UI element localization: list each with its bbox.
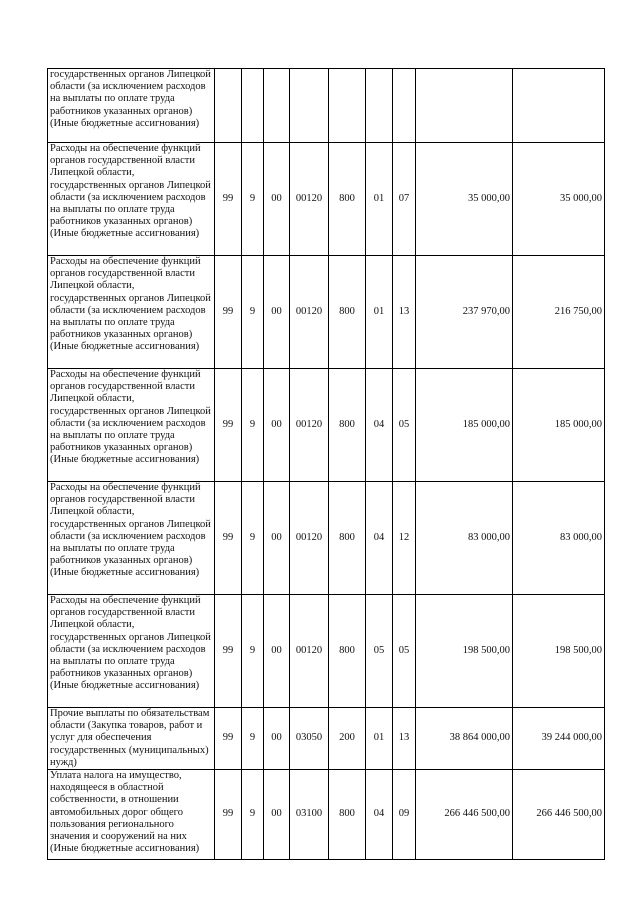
- program-code: 99: [215, 256, 242, 369]
- section-code: 01: [366, 256, 393, 369]
- expense-type-code: 800: [329, 770, 366, 860]
- section-code: 04: [366, 482, 393, 595]
- section-code: 04: [366, 770, 393, 860]
- amount-year-2: 266 446 500,00: [513, 770, 605, 860]
- direction-code: 00120: [290, 595, 329, 708]
- section-code: 01: [366, 143, 393, 256]
- subsection-code: [393, 69, 416, 143]
- amount-year-2: 39 244 000,00: [513, 708, 605, 770]
- direction-code: 00120: [290, 369, 329, 482]
- subsection-code: 13: [393, 256, 416, 369]
- subsection-code: 09: [393, 770, 416, 860]
- subsection-code: 07: [393, 143, 416, 256]
- main-event-code: 00: [264, 708, 290, 770]
- expense-type-code: 800: [329, 369, 366, 482]
- expense-type-code: 800: [329, 482, 366, 595]
- row-description: Расходы на обеспечение функций органов государственной власти Липецкой области, государственных органов Липецкой области (за исключением расходов на выплаты по оплате труда работников указанных органов) (Иные бюджетные ассигнования): [48, 482, 215, 595]
- direction-code: [290, 69, 329, 143]
- expense-type-code: [329, 69, 366, 143]
- direction-code: 03100: [290, 770, 329, 860]
- program-code: 99: [215, 770, 242, 860]
- row-description: государственных органов Липецкой области (за исключением расходов на выплаты по оплате труда работников указанных органов) (Иные бюджетные ассигнования): [48, 69, 215, 143]
- section-code: 05: [366, 595, 393, 708]
- amount-year-1: 35 000,00: [416, 143, 513, 256]
- main-event-code: 00: [264, 770, 290, 860]
- table-row: [48, 595, 605, 708]
- amount-year-1: [416, 69, 513, 143]
- expense-type-code: 800: [329, 256, 366, 369]
- subsection-code: 13: [393, 708, 416, 770]
- section-code: 01: [366, 708, 393, 770]
- subprogram-code: [242, 69, 264, 143]
- table-row: [48, 256, 605, 369]
- subprogram-code: 9: [242, 708, 264, 770]
- main-event-code: [264, 69, 290, 143]
- amount-year-1: 38 864 000,00: [416, 708, 513, 770]
- program-code: 99: [215, 369, 242, 482]
- amount-year-2: [513, 69, 605, 143]
- amount-year-1: 237 970,00: [416, 256, 513, 369]
- subsection-code: 05: [393, 369, 416, 482]
- subprogram-code: 9: [242, 482, 264, 595]
- main-event-code: 00: [264, 143, 290, 256]
- table-row: [48, 708, 605, 770]
- amount-year-1: 185 000,00: [416, 369, 513, 482]
- expense-type-code: 800: [329, 143, 366, 256]
- main-event-code: 00: [264, 595, 290, 708]
- amount-year-1: 83 000,00: [416, 482, 513, 595]
- subsection-code: 12: [393, 482, 416, 595]
- subprogram-code: 9: [242, 369, 264, 482]
- program-code: 99: [215, 708, 242, 770]
- table-row: [48, 482, 605, 595]
- subsection-code: 05: [393, 595, 416, 708]
- program-code: 99: [215, 595, 242, 708]
- subprogram-code: 9: [242, 143, 264, 256]
- subprogram-code: 9: [242, 595, 264, 708]
- amount-year-2: 83 000,00: [513, 482, 605, 595]
- table-row: [48, 143, 605, 256]
- amount-year-2: 35 000,00: [513, 143, 605, 256]
- program-code: 99: [215, 143, 242, 256]
- main-event-code: 00: [264, 482, 290, 595]
- row-description: Прочие выплаты по обязательствам области (Закупка товаров, работ и услуг для обеспечения государственных (муниципальных) нужд): [48, 708, 215, 770]
- table-row: [48, 369, 605, 482]
- table-row: [48, 770, 605, 860]
- main-event-code: 00: [264, 256, 290, 369]
- amount-year-2: 216 750,00: [513, 256, 605, 369]
- subprogram-code: 9: [242, 770, 264, 860]
- budget-table: [47, 68, 605, 860]
- direction-code: 03050: [290, 708, 329, 770]
- row-description: Расходы на обеспечение функций органов государственной власти Липецкой области, государственных органов Липецкой области (за исключением расходов на выплаты по оплате труда работников указанных органов) (Иные бюджетные ассигнования): [48, 595, 215, 708]
- amount-year-2: 185 000,00: [513, 369, 605, 482]
- program-code: [215, 69, 242, 143]
- amount-year-1: 198 500,00: [416, 595, 513, 708]
- amount-year-1: 266 446 500,00: [416, 770, 513, 860]
- row-description: Расходы на обеспечение функций органов государственной власти Липецкой области, государственных органов Липецкой области (за исключением расходов на выплаты по оплате труда работников указанных органов) (Иные бюджетные ассигнования): [48, 256, 215, 369]
- expense-type-code: 200: [329, 708, 366, 770]
- main-event-code: 00: [264, 369, 290, 482]
- subprogram-code: 9: [242, 256, 264, 369]
- direction-code: 00120: [290, 482, 329, 595]
- expense-type-code: 800: [329, 595, 366, 708]
- row-description: Уплата налога на имущество, находящееся в областной собственности, в отношении автомобильных дорог общего пользования регионального значения и сооружений на них (Иные бюджетные ассигнования): [48, 770, 215, 860]
- program-code: 99: [215, 482, 242, 595]
- amount-year-2: 198 500,00: [513, 595, 605, 708]
- table-body: [48, 69, 605, 860]
- direction-code: 00120: [290, 256, 329, 369]
- row-description: Расходы на обеспечение функций органов государственной власти Липецкой области, государственных органов Липецкой области (за исключением расходов на выплаты по оплате труда работников указанных органов) (Иные бюджетные ассигнования): [48, 369, 215, 482]
- row-description: Расходы на обеспечение функций органов государственной власти Липецкой области, государственных органов Липецкой области (за исключением расходов на выплаты по оплате труда работников указанных органов) (Иные бюджетные ассигнования): [48, 143, 215, 256]
- section-code: 04: [366, 369, 393, 482]
- direction-code: 00120: [290, 143, 329, 256]
- table-row: [48, 69, 605, 143]
- section-code: [366, 69, 393, 143]
